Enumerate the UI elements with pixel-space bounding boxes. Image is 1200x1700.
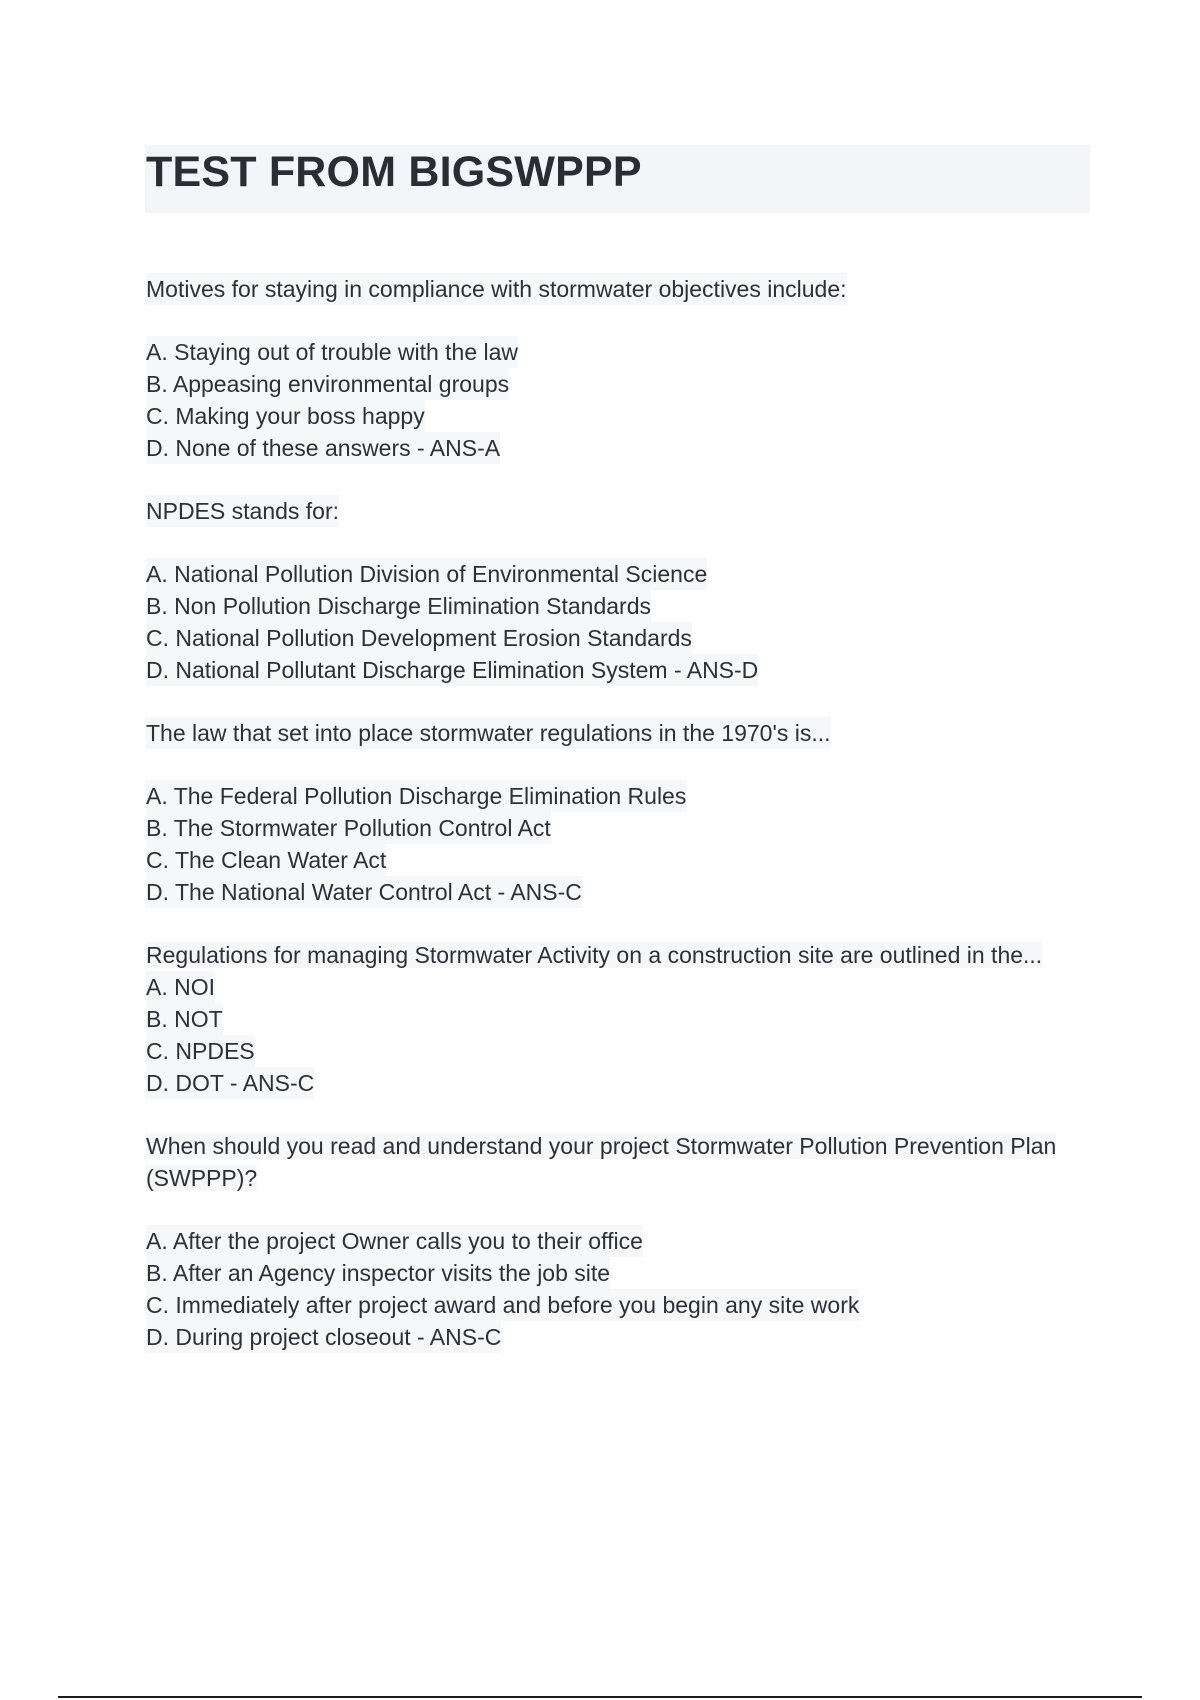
question-1 — [146, 273, 1086, 464]
question-3-option-c: C. The Clean Water Act — [146, 844, 386, 876]
page-title: TEST FROM BIGSWPPP — [146, 148, 642, 196]
question-1-option-c: C. Making your boss happy — [146, 400, 425, 432]
question-5-option-b: B. After an Agency inspector visits the job site — [146, 1257, 610, 1289]
question-list — [146, 273, 1086, 1384]
question-5-stem: When should you read and understand your project Stormwater Pollution Prevention Plan (SWPPP)? — [146, 1133, 1057, 1191]
footer-divider — [58, 1696, 1142, 1698]
question-1-option-d: D. None of these answers - ANS-A — [146, 432, 500, 464]
question-4-option-a: A. NOI — [146, 971, 215, 1003]
question-2-option-a: A. National Pollution Division of Environmental Science — [146, 558, 707, 590]
question-5 — [146, 1130, 1086, 1353]
question-3 — [146, 717, 1086, 908]
question-5-option-a: A. After the project Owner calls you to their office — [146, 1225, 643, 1257]
question-4-stem: Regulations for managing Stormwater Activity on a construction site are outlined in the... — [146, 942, 1043, 968]
question-1-options — [146, 336, 1086, 464]
question-5-options — [146, 1225, 1086, 1353]
question-4 — [146, 939, 1086, 1099]
question-1-option-b: B. Appeasing environmental groups — [146, 368, 509, 400]
question-4-option-b: B. NOT — [146, 1003, 223, 1035]
question-4-option-c: C. NPDES — [146, 1035, 255, 1067]
question-2-option-c: C. National Pollution Development Erosion Standards — [146, 622, 692, 654]
question-2 — [146, 495, 1086, 686]
question-2-option-d: D. National Pollutant Discharge Elimination System - ANS-D — [146, 654, 758, 686]
question-1-option-a: A. Staying out of trouble with the law — [146, 336, 518, 368]
question-4-options — [146, 971, 1086, 1099]
question-3-stem: The law that set into place stormwater regulations in the 1970's is... — [146, 717, 831, 749]
question-4-stem-wrapper — [146, 939, 1066, 971]
question-2-options — [146, 558, 1086, 686]
question-3-option-a: A. The Federal Pollution Discharge Elimination Rules — [146, 780, 686, 812]
question-5-option-d: D. During project closeout - ANS-C — [146, 1321, 501, 1353]
question-1-stem: Motives for staying in compliance with stormwater objectives include: — [146, 273, 847, 305]
question-3-option-b: B. The Stormwater Pollution Control Act — [146, 812, 551, 844]
question-5-stem-wrapper — [146, 1130, 1066, 1194]
question-4-option-d: D. DOT - ANS-C — [146, 1067, 314, 1099]
question-5-option-c: C. Immediately after project award and before you begin any site work — [146, 1289, 859, 1321]
question-2-option-b: B. Non Pollution Discharge Elimination Standards — [146, 590, 651, 622]
question-2-stem: NPDES stands for: — [146, 495, 339, 527]
question-3-options — [146, 780, 1086, 908]
question-3-option-d: D. The National Water Control Act - ANS-C — [146, 876, 582, 908]
